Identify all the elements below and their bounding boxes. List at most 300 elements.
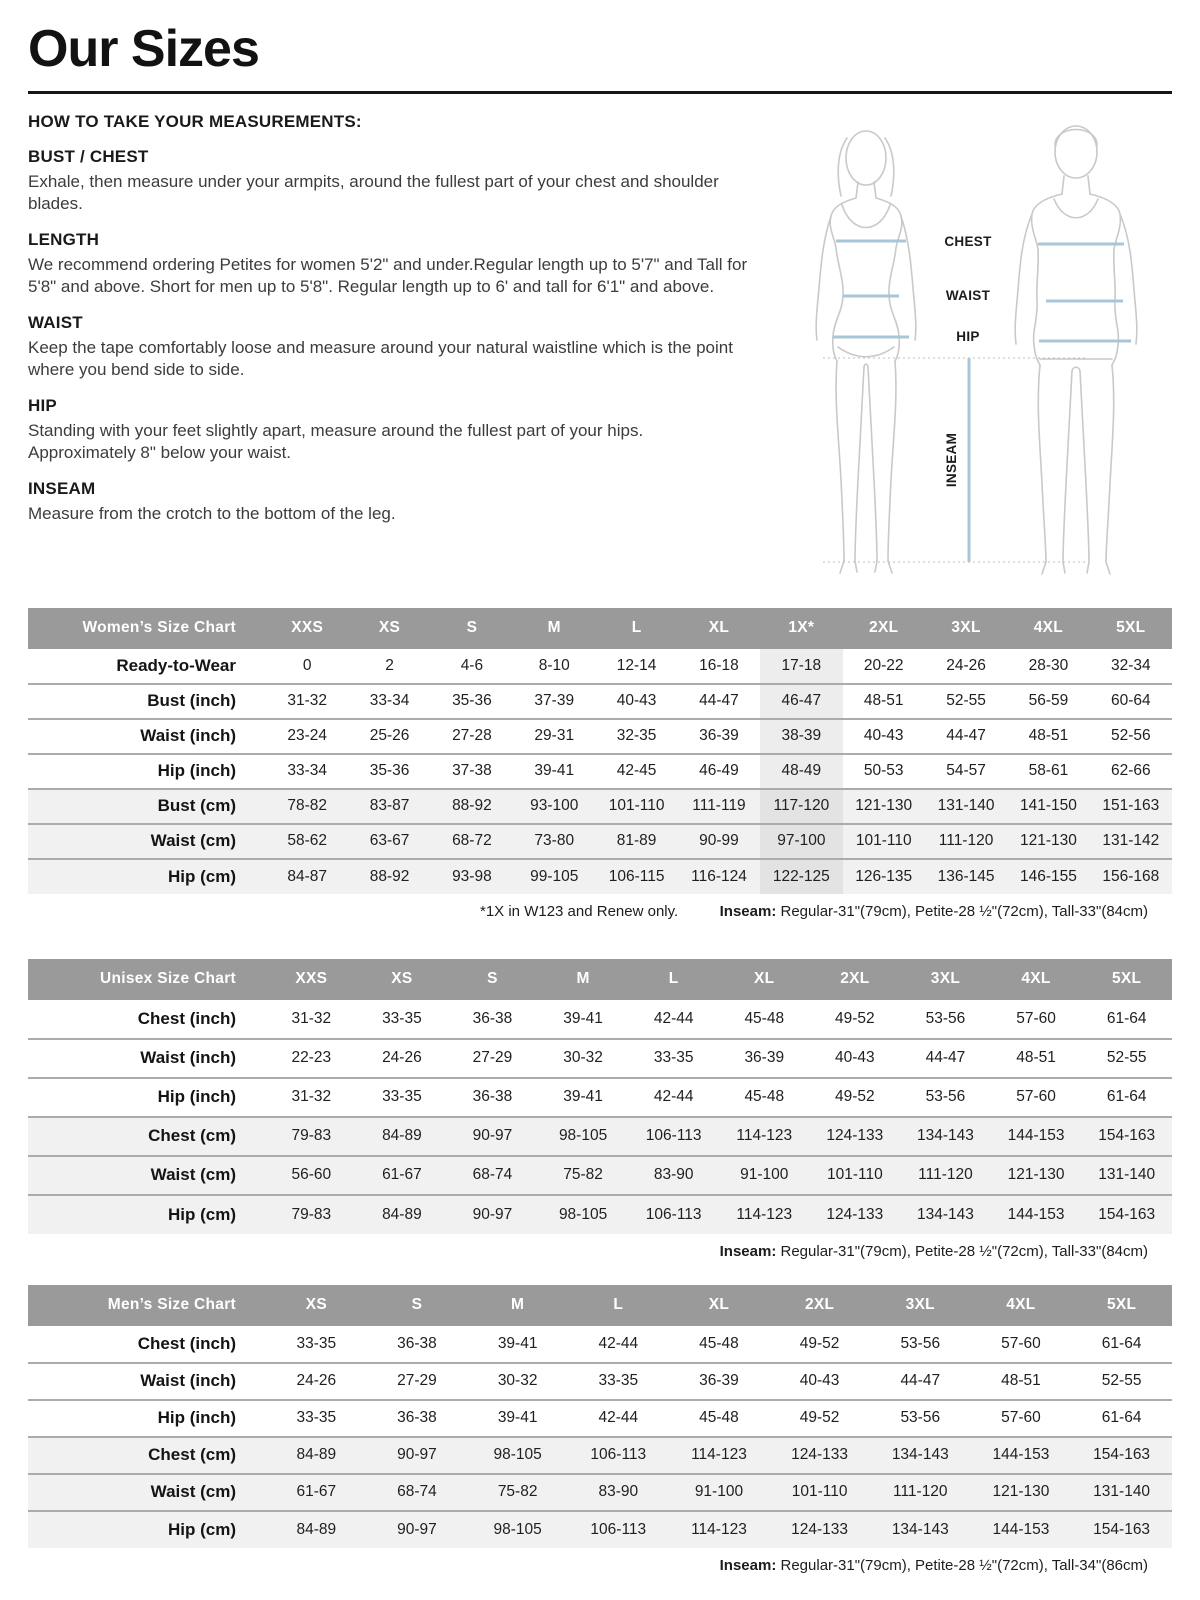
row-label: Chest (cm): [148, 1445, 236, 1465]
1x-footnote: *1X in W123 and Renew only.: [480, 902, 679, 920]
table-cell: 60-64: [1110, 692, 1151, 710]
table-cell: 20-22: [863, 656, 904, 674]
table-cell: 144-153: [1007, 1127, 1065, 1145]
column-header: XXS: [266, 608, 348, 649]
instructions-heading: HOW TO TAKE YOUR MEASUREMENTS:: [28, 111, 362, 131]
table-cell: 61-64: [1106, 1088, 1147, 1106]
table-cell: 134-143: [891, 1446, 949, 1464]
table-cell: 131-140: [1098, 1166, 1156, 1184]
table-cell: 24-26: [382, 1049, 422, 1067]
table-cell: 32-35: [616, 727, 657, 745]
table-cell: 131-140: [1093, 1483, 1151, 1501]
inseam-note-label: Inseam:: [719, 1556, 777, 1574]
table-cell: 90-99: [699, 832, 739, 850]
table-cell: 44-47: [900, 1372, 941, 1390]
inseam-note-text: Regular-31"(79cm), Petite-28 ½"(72cm), Tall-34"(86cm): [776, 1556, 1148, 1574]
table-cell: 8-10: [538, 656, 570, 674]
table-cell: 24-26: [946, 656, 986, 674]
mens-table-footnotes: [28, 1557, 1172, 1583]
table-cell: 144-153: [1007, 1205, 1065, 1223]
instruction-hip: [28, 396, 776, 464]
table-cell: 84-89: [382, 1127, 422, 1145]
row-label: Waist (inch): [140, 726, 236, 746]
table-cell: 154-163: [1093, 1520, 1151, 1538]
table-cell: 83-87: [369, 797, 410, 815]
column-header: 2XL: [843, 608, 925, 649]
table-cell: 40-43: [616, 692, 657, 710]
table-cell: 101-110: [608, 797, 665, 815]
inseam-note-text: Regular-31"(79cm), Petite-28 ½"(72cm), Tall-33"(84cm): [776, 1242, 1148, 1260]
unisex-table-footnotes: [28, 1243, 1172, 1269]
mens-size-chart-table: [28, 1285, 1172, 1548]
table-cell: 98-105: [493, 1520, 542, 1538]
table-cell: 46-49: [699, 762, 739, 780]
table-cell: 52-55: [1101, 1372, 1142, 1390]
table-row: [28, 824, 1172, 859]
column-header: S: [447, 959, 538, 1000]
table-cell: 53-56: [925, 1088, 966, 1106]
man-figure: [1015, 126, 1137, 574]
table-cell: 36-38: [472, 1088, 513, 1106]
table-cell: 53-56: [925, 1009, 966, 1027]
table-cell: 121-130: [855, 797, 913, 815]
table-cell: 124-133: [791, 1446, 849, 1464]
table-cell: 117-120: [760, 789, 842, 824]
table-cell: 101-110: [855, 832, 912, 850]
table-cell: 33-35: [296, 1409, 337, 1427]
column-header: XL: [669, 1285, 770, 1326]
instruction-title: HIP: [28, 396, 57, 416]
table-row: [28, 649, 1172, 684]
row-label: Hip (cm): [168, 1519, 236, 1539]
column-header: M: [538, 959, 629, 1000]
row-label: Chest (cm): [148, 1126, 236, 1146]
table-cell: 42-45: [616, 762, 657, 780]
table-cell: 84-89: [296, 1520, 337, 1538]
table-cell: 31-32: [291, 1009, 332, 1027]
row-label: Hip (inch): [157, 761, 236, 781]
table-cell: 57-60: [1001, 1334, 1041, 1352]
instruction-title: BUST / CHEST: [28, 146, 149, 166]
table-cell: 17-18: [760, 649, 842, 684]
table-cell: 44-47: [946, 727, 986, 745]
table-cell: 144-153: [992, 1446, 1050, 1464]
table-row: [28, 684, 1172, 719]
table-cell: 33-35: [653, 1049, 694, 1067]
table-cell: 106-113: [590, 1520, 647, 1538]
column-header: XS: [357, 959, 448, 1000]
inseam-note-label: Inseam:: [719, 902, 777, 920]
table-cell: 106-113: [645, 1127, 702, 1145]
table-cell: 121-130: [1007, 1166, 1065, 1184]
inseam-note: [720, 903, 1148, 920]
table-cell: 116-124: [691, 867, 747, 885]
table-cell: 33-35: [382, 1009, 422, 1027]
table-cell: 91-100: [694, 1483, 744, 1501]
row-label: Hip (cm): [168, 1204, 236, 1224]
table-cell: 36-38: [472, 1009, 513, 1027]
table-cell: 49-52: [799, 1334, 840, 1352]
body-figures-illustration: [776, 108, 1172, 582]
table-cell: 84-89: [382, 1205, 422, 1223]
table-cell: 122-125: [760, 859, 842, 894]
table-cell: 134-143: [917, 1205, 974, 1223]
table-cell: 45-48: [744, 1009, 785, 1027]
column-header: 4XL: [991, 959, 1082, 1000]
table-cell: 4-6: [460, 656, 484, 674]
instruction-body: Exhale, then measure under your armpits, around the fullest part of your chest and shoulder blades.: [28, 171, 719, 213]
table-cell: 53-56: [900, 1409, 941, 1427]
table-cell: 27-29: [472, 1049, 513, 1067]
table-row: [28, 1078, 1172, 1117]
table-cell: 88-92: [452, 797, 492, 815]
table-cell: 33-35: [382, 1088, 422, 1106]
inseam-note-text: Regular-31"(79cm), Petite-28 ½"(72cm), Tall-33"(84cm): [776, 902, 1148, 920]
column-header: L: [595, 608, 677, 649]
table-cell: 31-32: [287, 692, 327, 710]
table-cell: 25-26: [369, 727, 410, 745]
table-cell: 106-113: [645, 1205, 702, 1223]
table-cell: 58-61: [1028, 762, 1069, 780]
table-cell: 98-105: [493, 1446, 542, 1464]
table-cell: 49-52: [835, 1088, 875, 1106]
table-cell: 114-123: [691, 1446, 747, 1464]
table-cell: 75-82: [497, 1483, 538, 1501]
table-cell: 33-35: [598, 1372, 639, 1390]
table-cell: 98-105: [558, 1127, 608, 1145]
table-cell: 38-39: [760, 719, 842, 754]
table-cell: 39-41: [563, 1009, 603, 1027]
column-header: 3XL: [925, 608, 1007, 649]
table-cell: 48-51: [863, 692, 904, 710]
table-cell: 61-64: [1101, 1334, 1142, 1352]
table-cell: 101-110: [826, 1166, 883, 1184]
table-cell: 39-41: [563, 1088, 603, 1106]
table-cell: 81-89: [616, 832, 657, 850]
table-cell: 141-150: [1019, 797, 1077, 815]
table-cell: 2: [385, 656, 394, 674]
table-cell: 32-34: [1110, 656, 1151, 674]
table-cell: 136-145: [937, 867, 995, 885]
table-cell: 39-41: [497, 1334, 538, 1352]
table-row: [28, 1511, 1172, 1548]
row-label: Waist (cm): [150, 1165, 236, 1185]
table-cell: 124-133: [826, 1127, 884, 1145]
column-header: 4XL: [1007, 608, 1089, 649]
table-cell: 49-52: [835, 1009, 875, 1027]
table-title: Unisex Size Chart: [28, 959, 266, 1000]
table-cell: 22-23: [291, 1049, 332, 1067]
table-row: [28, 754, 1172, 789]
table-cell: 68-74: [397, 1483, 437, 1501]
table-cell: 58-62: [287, 832, 327, 850]
row-label: Chest (inch): [137, 1333, 236, 1353]
table-cell: 52-56: [1110, 727, 1151, 745]
table-cell: 45-48: [699, 1409, 739, 1427]
column-header: 2XL: [810, 959, 901, 1000]
measurement-section: [28, 108, 1172, 590]
table-cell: 42-44: [598, 1409, 639, 1427]
table-row: [28, 1326, 1172, 1363]
inseam-note: [720, 1243, 1148, 1260]
table-header-row: [28, 608, 1172, 649]
table-cell: 90-97: [397, 1446, 437, 1464]
table-cell: 63-67: [369, 832, 410, 850]
table-row: [28, 859, 1172, 894]
row-label: Hip (inch): [157, 1408, 236, 1428]
table-cell: 35-36: [452, 692, 492, 710]
table-row: [28, 719, 1172, 754]
row-label: Waist (inch): [140, 1371, 236, 1391]
table-row: [28, 1195, 1172, 1234]
table-cell: 36-38: [397, 1334, 437, 1352]
table-cell: 42-44: [653, 1009, 694, 1027]
instruction-title: LENGTH: [28, 229, 100, 249]
table-cell: 90-97: [397, 1520, 437, 1538]
table-cell: 131-142: [1102, 832, 1160, 850]
column-header: XL: [678, 608, 760, 649]
table-cell: 106-115: [608, 867, 665, 885]
table-cell: 36-38: [397, 1409, 437, 1427]
table-row: [28, 1474, 1172, 1511]
table-cell: 154-163: [1093, 1446, 1151, 1464]
table-cell: 50-53: [863, 762, 904, 780]
woman-figure: [816, 131, 916, 573]
table-cell: 31-32: [291, 1088, 332, 1106]
instruction-title: INSEAM: [28, 479, 96, 499]
instruction-body: Measure from the crotch to the bottom of the leg.: [28, 504, 396, 524]
table-cell: 57-60: [1001, 1409, 1041, 1427]
table-cell: 40-43: [863, 727, 904, 745]
table-cell: 62-66: [1110, 762, 1151, 780]
instruction-title: WAIST: [28, 312, 83, 332]
table-cell: 84-89: [296, 1446, 337, 1464]
unisex-size-chart-table: [28, 959, 1172, 1234]
column-header: XL: [719, 959, 810, 1000]
chest-label: CHEST: [944, 233, 992, 249]
column-header: S: [367, 1285, 468, 1326]
table-cell: 53-56: [900, 1334, 941, 1352]
table-cell: 73-80: [534, 832, 575, 850]
table-cell: 39-41: [497, 1409, 538, 1427]
table-cell: 111-120: [892, 1483, 948, 1501]
table-cell: 45-48: [744, 1088, 785, 1106]
table-cell: 44-47: [699, 692, 739, 710]
measurement-instructions: [28, 108, 776, 590]
table-cell: 121-130: [992, 1483, 1050, 1501]
row-label: Waist (inch): [140, 1048, 236, 1068]
column-header: 1X*: [760, 608, 842, 649]
table-cell: 126-135: [855, 867, 913, 885]
table-cell: 36-39: [699, 727, 739, 745]
column-header: M: [513, 608, 595, 649]
table-cell: 57-60: [1016, 1009, 1056, 1027]
table-cell: 56-59: [1028, 692, 1069, 710]
table-cell: 36-39: [744, 1049, 785, 1067]
table-row: [28, 1437, 1172, 1474]
table-cell: 93-100: [530, 797, 579, 815]
table-cell: 134-143: [891, 1520, 949, 1538]
page-title: Our Sizes: [28, 20, 259, 78]
column-header: 2XL: [769, 1285, 870, 1326]
table-cell: 146-155: [1019, 867, 1077, 885]
column-header: 5XL: [1090, 608, 1172, 649]
table-row: [28, 1117, 1172, 1156]
table-cell: 48-51: [1016, 1049, 1056, 1067]
table-row: [28, 1363, 1172, 1400]
table-cell: 111-120: [918, 1166, 973, 1184]
table-row: [28, 789, 1172, 824]
table-cell: 48-49: [760, 754, 842, 789]
table-cell: 101-110: [791, 1483, 848, 1501]
table-cell: 48-51: [1028, 727, 1069, 745]
column-header: L: [628, 959, 719, 1000]
table-cell: 30-32: [563, 1049, 603, 1067]
column-header: 5XL: [1081, 959, 1172, 1000]
waist-label: WAIST: [945, 287, 991, 303]
title-divider: [28, 91, 1172, 94]
column-header: 4XL: [971, 1285, 1072, 1326]
inseam-note-label: Inseam:: [719, 1242, 777, 1260]
measurement-diagram: [776, 108, 1172, 590]
table-cell: 61-67: [296, 1483, 337, 1501]
table-cell: 54-57: [946, 762, 986, 780]
instruction-bust-chest: [28, 147, 776, 215]
table-cell: 57-60: [1016, 1088, 1056, 1106]
column-header: M: [467, 1285, 568, 1326]
column-header: 3XL: [900, 959, 991, 1000]
table-header-row: [28, 1285, 1172, 1326]
table-cell: 68-74: [472, 1166, 513, 1184]
table-row: [28, 1039, 1172, 1078]
row-label: Waist (cm): [150, 831, 236, 851]
table-cell: 56-60: [291, 1166, 332, 1184]
table-cell: 35-36: [369, 762, 410, 780]
row-label: Hip (inch): [157, 1087, 236, 1107]
table-cell: 27-29: [397, 1372, 437, 1390]
table-cell: 61-64: [1101, 1409, 1142, 1427]
table-cell: 124-133: [791, 1520, 849, 1538]
table-cell: 114-123: [691, 1520, 747, 1538]
table-cell: 111-120: [938, 832, 994, 850]
table-cell: 111-119: [692, 797, 746, 815]
table-cell: 12-14: [616, 656, 657, 674]
table-cell: 131-140: [937, 797, 995, 815]
table-cell: 88-92: [369, 867, 410, 885]
table-header-row: [28, 959, 1172, 1000]
table-cell: 97-100: [760, 824, 842, 859]
row-label: Chest (inch): [137, 1008, 236, 1028]
table-cell: 154-163: [1098, 1205, 1156, 1223]
table-cell: 45-48: [699, 1334, 739, 1352]
table-cell: 39-41: [534, 762, 575, 780]
table-cell: 40-43: [799, 1372, 840, 1390]
instruction-body: Standing with your feet slightly apart, measure around the fullest part of your hips. Approximately 8" below your waist.: [28, 421, 644, 463]
table-cell: 37-39: [534, 692, 575, 710]
table-cell: 83-90: [598, 1483, 639, 1501]
column-header: XS: [266, 1285, 367, 1326]
table-cell: 75-82: [563, 1166, 603, 1184]
instruction-body: Keep the tape comfortably loose and measure around your natural waistline which is the point where you bend side to side.: [28, 337, 733, 380]
table-cell: 0: [302, 656, 312, 674]
table-row: [28, 1400, 1172, 1437]
table-cell: 36-39: [699, 1372, 739, 1390]
table-cell: 99-105: [530, 867, 579, 885]
instruction-body: We recommend ordering Petites for women 5'2" and under.Regular length up to 5'7" and Tall for 5'8" and above. Short for men up to 5'8". Regular length up to 6' and tall for 6'1" and above.: [28, 254, 748, 296]
row-label: Bust (inch): [147, 691, 236, 711]
table-cell: 44-47: [925, 1049, 966, 1067]
column-header: 5XL: [1071, 1285, 1172, 1326]
table-title: Women’s Size Chart: [28, 608, 266, 649]
row-label: Waist (cm): [150, 1482, 236, 1502]
table-cell: 84-87: [287, 867, 327, 885]
table-cell: 68-72: [452, 832, 492, 850]
table-cell: 61-67: [382, 1166, 422, 1184]
table-cell: 49-52: [799, 1409, 840, 1427]
table-cell: 98-105: [558, 1205, 608, 1223]
table-cell: 114-123: [736, 1205, 793, 1223]
table-cell: 121-130: [1019, 832, 1077, 850]
inseam-note: [720, 1557, 1148, 1574]
table-row: [28, 1156, 1172, 1195]
table-cell: 46-47: [760, 684, 842, 719]
table-cell: 33-34: [369, 692, 410, 710]
table-cell: 124-133: [826, 1205, 884, 1223]
table-cell: 52-55: [946, 692, 986, 710]
table-cell: 16-18: [699, 656, 739, 674]
table-cell: 78-82: [287, 797, 327, 815]
column-header: L: [568, 1285, 669, 1326]
table-cell: 42-44: [653, 1088, 694, 1106]
table-cell: 28-30: [1028, 656, 1069, 674]
table-cell: 154-163: [1098, 1127, 1156, 1145]
womens-size-chart-table: [28, 608, 1172, 894]
table-cell: 151-163: [1102, 797, 1160, 815]
row-label: Hip (cm): [168, 866, 236, 886]
inseam-label: INSEAM: [944, 432, 959, 487]
column-header: XS: [348, 608, 430, 649]
table-cell: 156-168: [1102, 867, 1160, 885]
instruction-inseam: [28, 479, 776, 525]
table-cell: 90-97: [472, 1205, 513, 1223]
instruction-waist: [28, 313, 776, 381]
table-cell: 30-32: [497, 1372, 538, 1390]
table-title: Men’s Size Chart: [28, 1285, 266, 1326]
table-cell: 93-98: [452, 867, 492, 885]
table-cell: 29-31: [534, 727, 575, 745]
table-cell: 79-83: [291, 1127, 332, 1145]
table-cell: 91-100: [740, 1166, 789, 1184]
table-cell: 33-34: [287, 762, 327, 780]
womens-table-footnotes: [28, 903, 1172, 929]
row-label: Bust (cm): [157, 796, 236, 816]
table-cell: 114-123: [736, 1127, 793, 1145]
instruction-length: [28, 230, 776, 298]
table-cell: 134-143: [917, 1127, 974, 1145]
table-cell: 37-38: [452, 762, 492, 780]
table-cell: 90-97: [472, 1127, 513, 1145]
table-cell: 40-43: [835, 1049, 875, 1067]
table-row: [28, 1000, 1172, 1039]
column-header: S: [431, 608, 513, 649]
table-cell: 27-28: [452, 727, 492, 745]
table-cell: 83-90: [653, 1166, 694, 1184]
table-cell: 23-24: [287, 727, 327, 745]
column-header: 3XL: [870, 1285, 971, 1326]
table-cell: 144-153: [992, 1520, 1050, 1538]
table-cell: 79-83: [291, 1205, 332, 1223]
table-cell: 61-64: [1106, 1009, 1147, 1027]
